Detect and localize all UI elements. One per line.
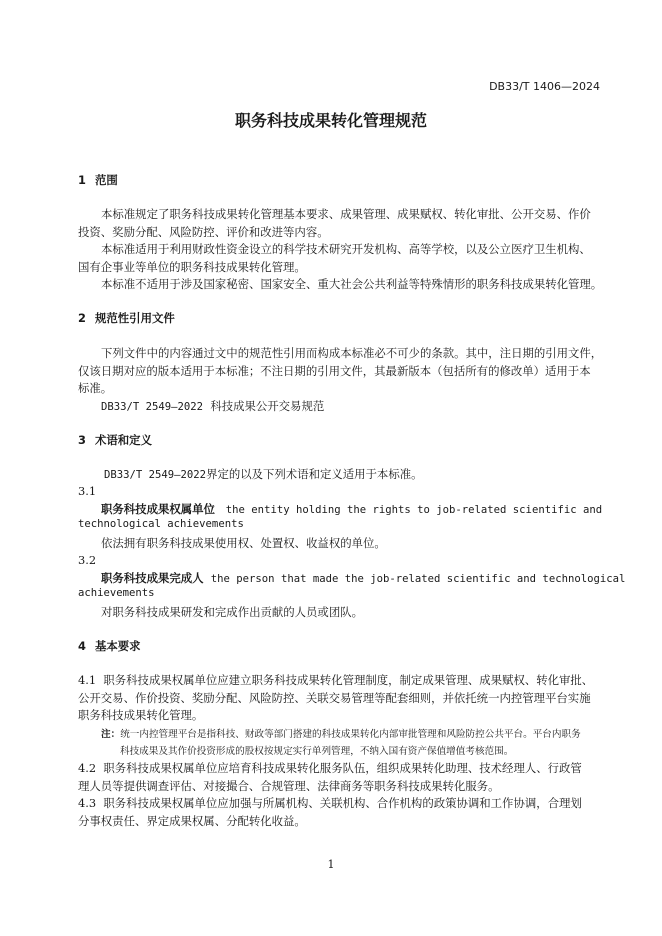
paragraph-line: 职务科技成果权属单位应加强与所属机构、关联机构、合作机构的政策协调和工作协调，合理划 (103, 796, 582, 810)
paragraph-line: 职务科技成果权属单位应建立职务科技成果转化管理制度，制定成果管理、成果赋权、转化审批、 (103, 673, 594, 687)
clause-number: 4.2 (78, 761, 97, 775)
term-english-continued: achievements (78, 587, 155, 599)
intro-text: 界定的以及下列术语和定义适用于本标准。 (206, 467, 423, 481)
paragraph-line: 本标准规定了职务科技成果转化管理基本要求、成果管理、成果赋权、转化审批、公开交易、作价 (101, 207, 591, 221)
paragraph-line: 公开交易、作价投资、奖励分配、风险防控、关联交易管理等配套细则，并依托统一内控管理平台实施 (78, 691, 591, 705)
term-english-continued: technological achievements (78, 518, 244, 530)
section-title: 术语和定义 (95, 433, 152, 447)
note-line: 统一内控管理平台是指科技、财政等部门搭建的科技成果转化内部审批管理和风险防控公共平台。平台内职务 (120, 729, 581, 740)
term-definition: 依法拥有职务科技成果使用权、处置权、收益权的单位。 (101, 536, 386, 550)
section-title: 规范性引用文件 (95, 311, 175, 325)
note-label: 注： (101, 729, 121, 740)
paragraph-line: 本标准适用于利用财政性资金设立的科学技术研究开发机构、高等学校，以及公立医疗卫生机构、 (101, 242, 591, 256)
section-title: 范围 (95, 173, 118, 187)
clause-number: 4.1 (78, 673, 97, 687)
section-1-heading (78, 172, 118, 188)
normative-reference (101, 398, 324, 414)
paragraph-line: 下列文件中的内容通过文中的规范性引用而构成本标准必不可少的条款。其中，注日期的引用文件， (101, 346, 603, 360)
term-definition: 对职务科技成果研发和完成作出贡献的人员或团队。 (101, 605, 363, 619)
clause-number: 4.3 (78, 796, 97, 810)
term-name: 职务科技成果完成人 (101, 571, 204, 585)
paragraph-line: 职务科技成果权属单位应培育科技成果转化服务队伍，组织成果转化助理、技术经理人、行政管 (103, 761, 582, 775)
paragraph-line: 分事权责任、界定成果权属、分配转化收益。 (78, 814, 306, 828)
document-title: 职务科技成果转化管理规范 (234, 111, 427, 130)
clause-4-2-first-line (78, 760, 582, 776)
clause-4-3-first-line (78, 795, 582, 811)
term-entry (101, 501, 602, 517)
standard-code: DB33/T 1406—2024 (489, 80, 600, 93)
term-english: the person that made the job-related scientific and technological (210, 573, 626, 585)
term-english: the entity holding the rights to job-related scientific and (225, 504, 603, 516)
paragraph-line: 本标准不适用于涉及国家秘密、国家安全、重大社会公共利益等特殊情形的职务科技成果转化管理。 (101, 277, 603, 291)
term-entry (101, 570, 625, 586)
definitions-intro (104, 466, 423, 482)
term-number: 3.1 (78, 484, 97, 498)
reference-title: 科技成果公开交易规范 (210, 399, 325, 413)
section-title: 基本要求 (95, 639, 141, 653)
paragraph-line: 仅该日期对应的版本适用于本标准；不注日期的引用文件，其最新版本（包括所有的修改单）适用于本 (78, 364, 591, 378)
section-number: 2 (78, 311, 86, 325)
reference-code: DB33/T 2549—2022 (101, 401, 204, 413)
section-3-heading (78, 432, 152, 448)
paragraph-line: 投资、奖励分配、风险防控、评价和改进等内容。 (78, 225, 329, 239)
note-line: 科技成果及其作价投资形成的股权按规定实行单列管理，不纳入国有资产保值增值考核范围。 (120, 746, 514, 757)
section-2-heading (78, 310, 175, 326)
paragraph-line: 国有企事业等单位的职务科技成果转化管理。 (78, 260, 306, 274)
section-number: 1 (78, 173, 86, 187)
term-name: 职务科技成果权属单位 (101, 502, 215, 516)
clause-4-1-first-line (78, 672, 593, 688)
page-number: 1 (327, 858, 335, 871)
term-number: 3.2 (78, 553, 97, 567)
paragraph-line: 标准。 (78, 381, 113, 395)
paragraph-line: 理人员等提供调查评估、对接撮合、合规管理、法律商务等职务科技成果转化服务。 (78, 779, 500, 793)
section-number: 4 (78, 639, 86, 653)
section-4-heading (78, 638, 141, 654)
paragraph-line: 职务科技成果转化管理。 (78, 708, 204, 722)
section-number: 3 (78, 433, 86, 447)
reference-code: DB33/T 2549—2022 (104, 469, 207, 481)
note (101, 726, 581, 740)
